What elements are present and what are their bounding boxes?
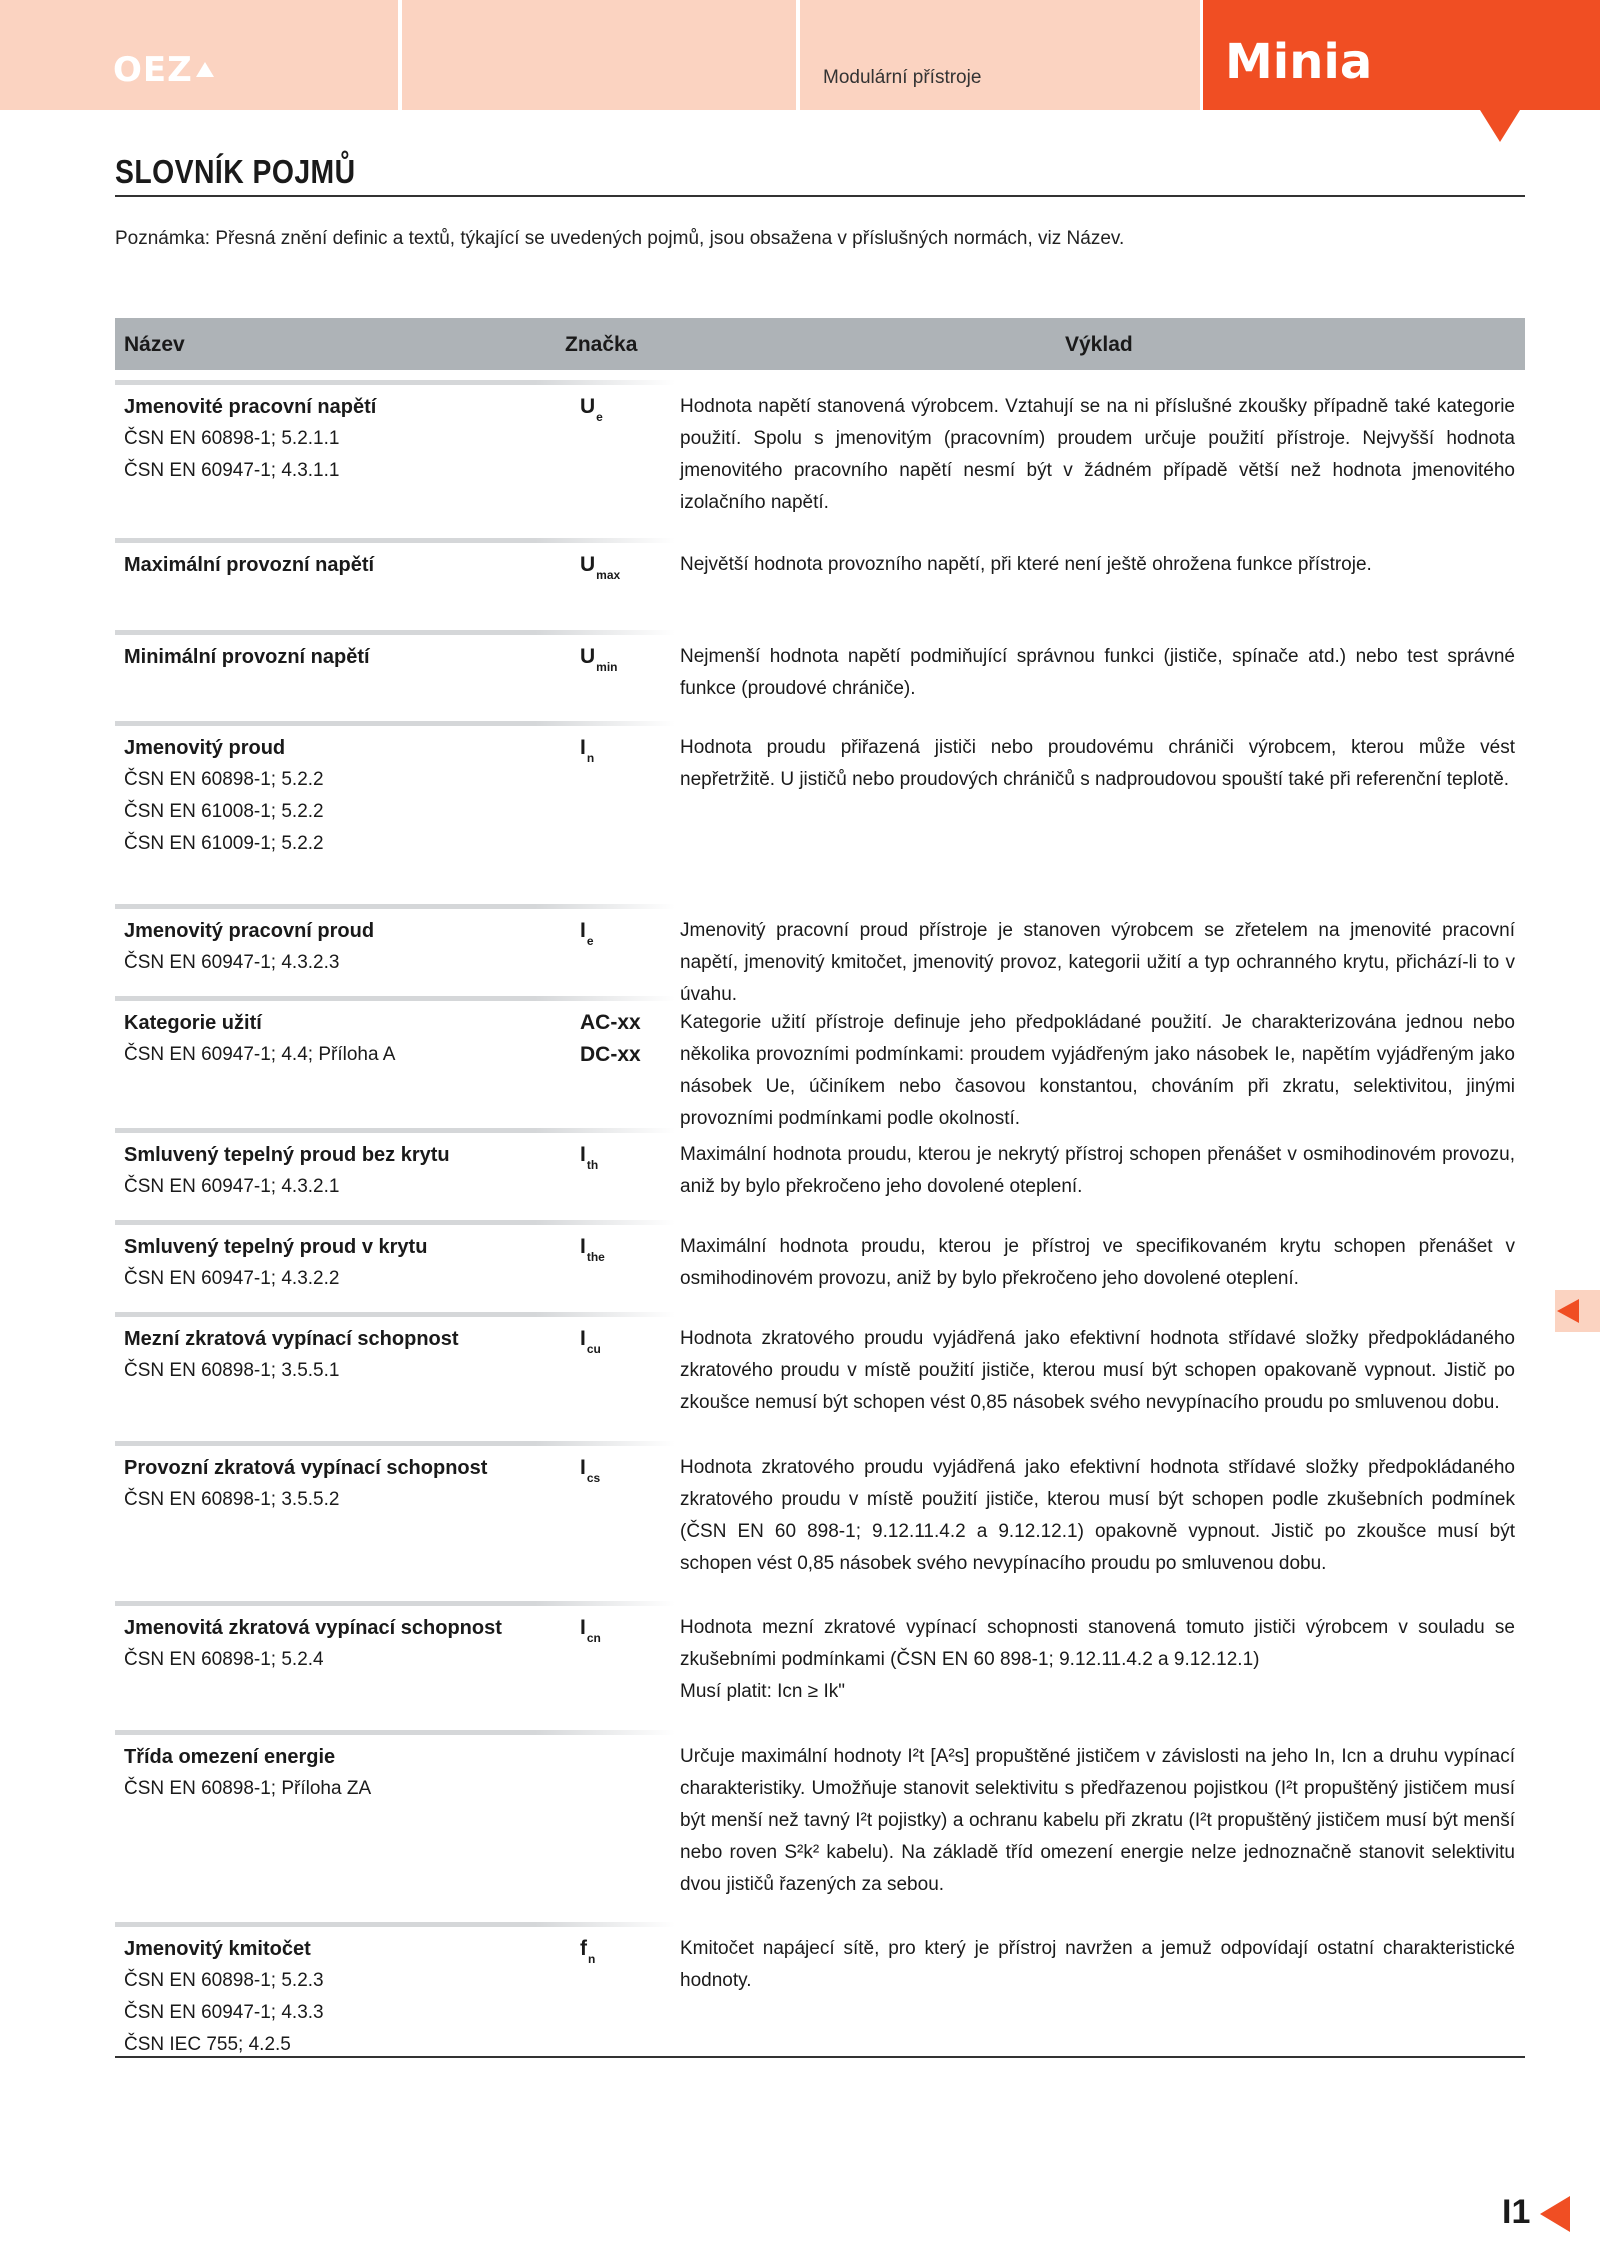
table-row [115, 538, 1525, 618]
term-cell [124, 391, 564, 487]
term-cell [124, 1452, 564, 1516]
symbol-cell [580, 641, 618, 683]
description-cell: Nejmenší hodnota napětí podmiňující správnou funkci (jističe, spínače atd.) nebo test správné funkce (proudové chrániče). [680, 646, 1515, 699]
symbol-main: I [580, 919, 586, 942]
symbol-cell [580, 1323, 601, 1365]
standard-ref: ČSN EN 60947-1; 4.3.3 [124, 2002, 324, 2023]
header-name: Název [124, 333, 185, 356]
standard-ref: ČSN EN 60898-1; 3.5.5.2 [124, 1489, 340, 1510]
header-symbol: Značka [565, 333, 638, 356]
standard-ref: ČSN EN 61008-1; 5.2.2 [124, 801, 324, 822]
row-bar [115, 380, 675, 385]
category-label: Modulární přístroje [823, 67, 982, 88]
standard-ref: ČSN EN 60898-1; 5.2.2 [124, 769, 324, 790]
row-bar [115, 1312, 675, 1317]
page-number: I1 [1502, 2193, 1531, 2231]
term-title: Jmenovitá zkratová vypínací schopnost [124, 1617, 502, 1639]
term-title: Smluvený tepelný proud bez krytu [124, 1144, 450, 1166]
symbol-sub: n [586, 751, 595, 765]
symbol-line: DC-xx [580, 1043, 641, 1066]
term-cell [124, 1007, 564, 1071]
term-cell [124, 549, 564, 581]
standard-ref: ČSN EN 60947-1; 4.4; Příloha A [124, 1044, 396, 1065]
term-cell [124, 1139, 564, 1203]
term-title: Smluvený tepelný proud v krytu [124, 1236, 428, 1258]
standard-ref: ČSN EN 60898-1; Příloha ZA [124, 1778, 372, 1799]
table-row [115, 630, 1525, 710]
row-bar [115, 1220, 675, 1225]
symbol-sub: e [586, 934, 594, 948]
symbol-cell [580, 1452, 600, 1494]
term-title: Jmenovitý pracovní proud [124, 920, 375, 942]
term-title: Jmenovitý proud [124, 737, 286, 759]
table-row [115, 1128, 1525, 1208]
description-cell: Hodnota zkratového proudu vyjádřená jako efektivní hodnota střídavé složky předpokládaného zkratového proudu v místě použití jističe, kterou musí být schopen podle zkušebních podmínek (ČSN EN 60 898-1; 9.12.11.4.2 a 9.12.12.1) opakovně vypnout. Jistič po zkoušce musí být schopen vést 0,85 násobek svého nevypínacího proudu po smluvenou dobu. [680, 1457, 1515, 1574]
standard-ref: ČSN EN 60898-1; 5.2.3 [124, 1970, 324, 1991]
symbol-sub: the [586, 1250, 605, 1264]
term-title: Provozní zkratová vypínací schopnost [124, 1457, 488, 1479]
header-segment [402, 0, 796, 110]
logo-triangle-icon [196, 62, 214, 77]
table-row [115, 380, 1525, 530]
symbol-main: I [580, 1456, 586, 1479]
description-cell: Hodnota proudu přiřazená jističi nebo proudovému chrániči výrobcem, kterou může vést nepřetržitě. U jističů nebo proudových chráničů s nadproudovou spouští také při referenční teplotě. [680, 737, 1515, 790]
symbol-cell [580, 549, 620, 591]
term-title: Jmenovité pracovní napětí [124, 396, 377, 418]
table-row [115, 1730, 1525, 1900]
term-title: Třída omezení energie [124, 1746, 336, 1768]
symbol-sub: cs [586, 1471, 601, 1485]
symbol-cell [580, 1612, 601, 1654]
description-cell [680, 1612, 1515, 1708]
symbol-cell [580, 1139, 598, 1181]
page-title: SLOVNÍK POJMŮ [115, 153, 356, 190]
symbol-main: I [580, 1235, 586, 1258]
symbol-sub: th [586, 1158, 599, 1172]
page-header [0, 0, 1600, 110]
symbol-sub: max [596, 568, 621, 582]
symbol-sub: e [596, 410, 603, 424]
title-divider [115, 195, 1525, 197]
symbol-main: U [580, 645, 596, 668]
standard-ref: ČSN EN 60898-1; 5.2.1.1 [124, 428, 340, 449]
header-description: Výklad [1065, 333, 1133, 356]
standard-ref: ČSN EN 60898-1; 5.2.4 [124, 1649, 324, 1670]
term-cell [124, 1933, 564, 2061]
row-bar [115, 1128, 675, 1133]
table-header [115, 318, 1525, 370]
symbol-main: U [580, 395, 596, 418]
logo-text: OEZ [113, 50, 193, 90]
description-formula: Musí platit: Icn ≥ Ik" [680, 1681, 845, 1702]
symbol-line: AC-xx [580, 1011, 641, 1034]
standard-ref: ČSN EN 60898-1; 3.5.5.1 [124, 1360, 340, 1381]
term-title: Mezní zkratová vypínací schopnost [124, 1328, 459, 1350]
description-cell: Maximální hodnota proudu, kterou je přístroj ve specifikovaném krytu schopen přenášet v osmihodinovém provozu, aniž by bylo překročeno jeho dovolené oteplení. [680, 1236, 1515, 1289]
row-bar [115, 538, 675, 543]
term-title: Jmenovitý kmitočet [124, 1938, 311, 1960]
page-note: Poznámka: Přesná znění definic a textů, týkající se uvedených pojmů, jsou obsažena v příslušných normách, viz Název. [115, 228, 1125, 249]
symbol-main: I [580, 736, 586, 759]
description-cell: Maximální hodnota proudu, kterou je nekrytý přístroj schopen přenášet v osmihodinovém provozu, aniž by bylo překročeno jeho dovolené oteplení. [680, 1144, 1515, 1197]
symbol-cell [580, 732, 594, 774]
oez-logo [113, 52, 214, 88]
table-row [115, 721, 1525, 871]
symbol-main: f [580, 1937, 587, 1960]
standard-ref: ČSN EN 60947-1; 4.3.2.3 [124, 952, 340, 973]
row-bar [115, 721, 675, 726]
standard-ref: ČSN EN 61009-1; 5.2.2 [124, 833, 324, 854]
table-row [115, 1922, 1525, 2055]
row-bar [115, 1730, 675, 1735]
description-cell: Největší hodnota provozního napětí, při které není ještě ohrožena funkce přístroje. [680, 554, 1372, 575]
table-row [115, 1441, 1525, 1581]
row-bar [115, 630, 675, 635]
term-cell [124, 732, 564, 860]
description-cell: Hodnota napětí stanovená výrobcem. Vztahují se na ni příslušné zkoušky případně také kategorie použití. Spolu s jmenovitým (pracovním) proudem určuje použití přístroje. Nejvyšší hodnota jmenovitého pracovního napětí nesmí být v žádném případě větší než hodnota jmenovitého izolačního napětí. [680, 396, 1515, 513]
standard-ref: ČSN IEC 755; 4.2.5 [124, 2034, 291, 2055]
term-cell [124, 915, 564, 979]
table-row [115, 904, 1525, 1005]
symbol-main: I [580, 1327, 586, 1350]
row-bar [115, 996, 675, 1001]
description-cell: Kategorie užití přístroje definuje jeho předpokládané použití. Je charakterizována jednou nebo několika provozními podmínkami: proudem vyjádřeným jako násobek Ie, napětím vyjádřeným jako násobek Ue, účiníkem nebo časovou konstantou, chováním při zkratu, selektivitou, jinými provozními podmínkami podle okolností. [680, 1012, 1515, 1129]
symbol-sub: n [588, 1952, 596, 1966]
symbol-sub: cn [586, 1631, 601, 1645]
term-title: Maximální provozní napětí [124, 554, 375, 576]
description-cell: Hodnota zkratového proudu vyjádřená jako efektivní hodnota střídavé složky předpokládaného zkratového proudu v místě použití jističe, kterou musí být schopen opakovaně vypnout. Jistič po zkoušce nemusí být schopen vést 0,85 násobek svého nevypínacího proudu po smluvenou dobu. [680, 1328, 1515, 1413]
term-cell [124, 641, 564, 673]
symbol-cell [580, 391, 603, 433]
term-cell [124, 1323, 564, 1387]
symbol-sub: cu [586, 1342, 601, 1356]
symbol-cell [580, 1007, 641, 1071]
description-text: Hodnota mezní zkratové vypínací schopnosti stanovená tomuto jističi výrobcem v souladu se zkušebními podmínkami (ČSN EN 60 898-1; 9.12.11.4.2 a 9.12.12.1) [680, 1617, 1515, 1670]
symbol-cell [580, 1933, 595, 1975]
row-bar [115, 904, 675, 909]
description-cell: Kmitočet napájecí sítě, pro který je přístroj navržen a jemuž odpovídají ostatní charakteristické hodnoty. [680, 1938, 1515, 1991]
table-bottom-divider [115, 2056, 1525, 2058]
standard-ref: ČSN EN 60947-1; 4.3.2.2 [124, 1268, 340, 1289]
arrow-left-icon[interactable] [1557, 1299, 1579, 1323]
row-bar [115, 1441, 675, 1446]
term-title: Kategorie užití [124, 1012, 262, 1034]
description-cell: Jmenovitý pracovní proud přístroje je stanoven výrobcem se zřetelem na jmenovité pracovní napětí, jmenovitý kmitočet, jmenovitý provoz, kategorii užití a typ ochranného krytu, přichází-li to v úvahu. [680, 920, 1515, 1005]
term-cell [124, 1741, 564, 1805]
symbol-main: I [580, 1143, 586, 1166]
standard-ref: ČSN EN 60947-1; 4.3.2.1 [124, 1176, 340, 1197]
symbol-main: I [580, 1616, 586, 1639]
description-cell: Určuje maximální hodnoty I²t [A²s] propuštěné jističem v závislosti na jeho In, Icn a druhu vypínací charakteristiky. Umožňuje stanovit selektivitu s předřazenou pojistkou (I²t propuštěný jističem musí být menší než tavný I²t pojistky) a ochranu kabelu při zkratu (I²t propuštěný jističem musí být menší nebo roven S²k² kabelu). Na základě tříd omezení energie nelze jednoznačně stanovit selektivitu dvou jističů řazených za sebou. [680, 1746, 1515, 1895]
term-cell [124, 1231, 564, 1295]
table-row [115, 1312, 1525, 1422]
row-bar [115, 1601, 675, 1606]
standard-ref: ČSN EN 60947-1; 4.3.1.1 [124, 460, 340, 481]
term-title: Minimální provozní napětí [124, 646, 370, 668]
header-segment [800, 0, 1200, 110]
table-row [115, 1601, 1525, 1711]
brand-name: Minia [1225, 34, 1373, 90]
symbol-sub: min [596, 660, 618, 674]
term-cell [124, 1612, 564, 1676]
symbol-main: U [580, 553, 596, 576]
symbol-cell [580, 1231, 605, 1273]
brand-notch-icon [1480, 110, 1520, 142]
symbol-cell [580, 915, 594, 957]
table-row [115, 996, 1525, 1129]
page-arrow-icon [1540, 2196, 1570, 2232]
table-row [115, 1220, 1525, 1300]
row-bar [115, 1922, 675, 1927]
